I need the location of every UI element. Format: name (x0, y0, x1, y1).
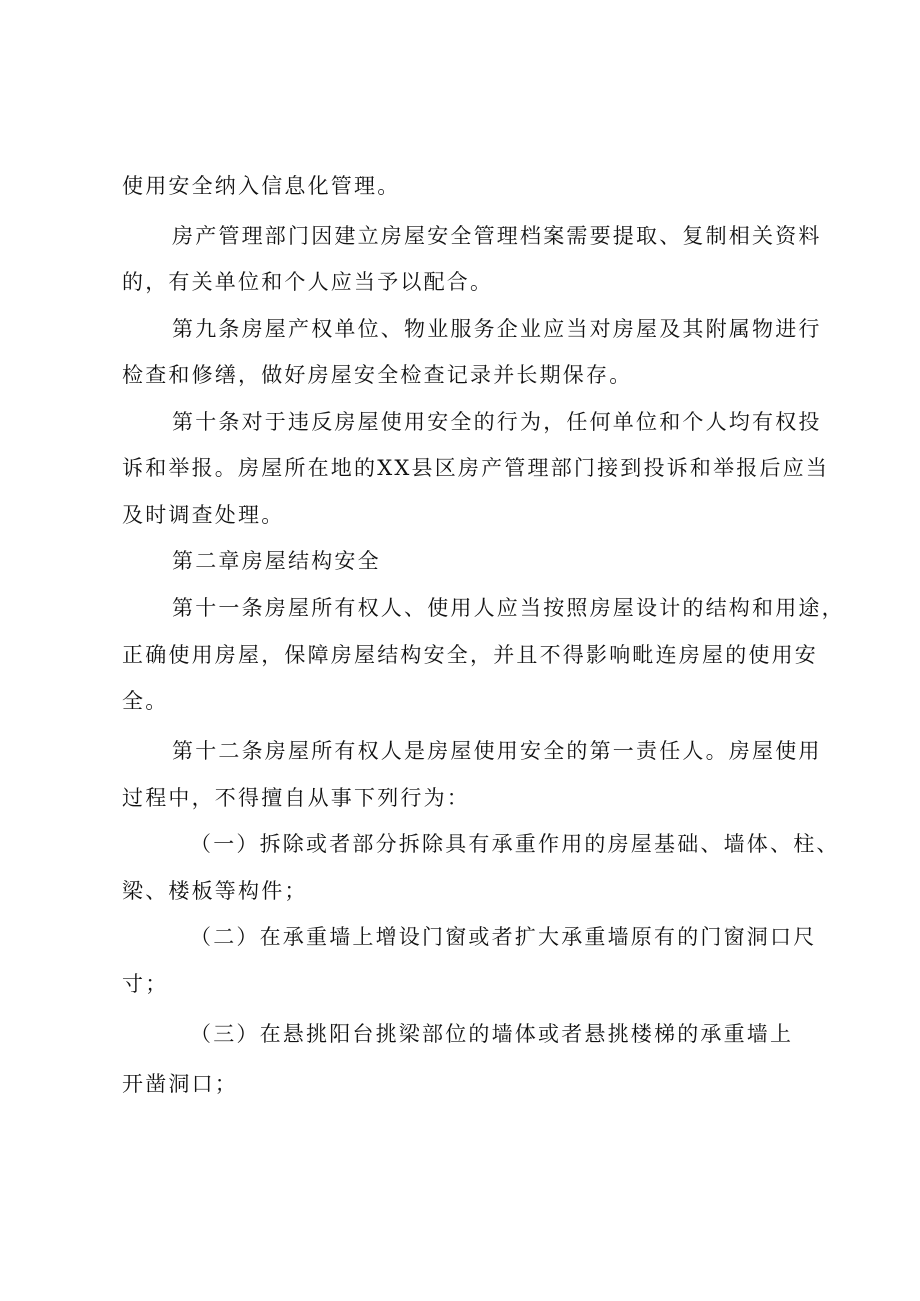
text-line: 诉和举报。房屋所在地的XX县区房产管理部门接到投诉和举报后应当 (122, 456, 830, 480)
text-line: 使用安全纳入信息化管理。 (122, 174, 401, 198)
text-line: 过程中，不得擅自从事下列行为： (122, 786, 470, 810)
list-item: （三）在悬挑阳台挑梁部位的墙体或者悬挑楼梯的承重墙上 (190, 1022, 794, 1046)
text-line: 及时调查处理。 (122, 503, 285, 527)
text-line: 的，有关单位和个人应当予以配合。 (122, 270, 494, 294)
list-item: （一）拆除或者部分拆除具有承重作用的房屋基础、墙体、柱、 (190, 832, 840, 856)
text-line: 房产管理部门因建立房屋安全管理档案需要提取、复制相关资料 (172, 224, 822, 248)
section-heading: 第二章房屋结构安全 (172, 549, 381, 573)
list-item-continuation: 开凿洞口； (122, 1072, 238, 1096)
text-line: 第十一条房屋所有权人、使用人应当按照房屋设计的结构和用途， (172, 596, 845, 620)
list-item: （二）在承重墙上增设门窗或者扩大承重墙原有的门窗洞口尺 (190, 925, 817, 949)
text-line: 全。 (122, 689, 169, 713)
list-item-continuation: 寸； (122, 972, 169, 996)
text-line: 检查和修缮，做好房屋安全检查记录并长期保存。 (122, 363, 633, 387)
text-line: 第九条房屋产权单位、物业服务企业应当对房屋及其附属物进行 (172, 317, 822, 341)
text-line: 正确使用房屋，保障房屋结构安全，并且不得影响毗连房屋的使用安 (122, 643, 818, 667)
text-line: 第十二条房屋所有权人是房屋使用安全的第一责任人。房屋使用 (172, 739, 822, 763)
text-line: 第十条对于违反房屋使用安全的行为，任何单位和个人均有权投 (172, 410, 822, 434)
list-item-continuation: 梁、楼板等构件； (122, 879, 308, 903)
